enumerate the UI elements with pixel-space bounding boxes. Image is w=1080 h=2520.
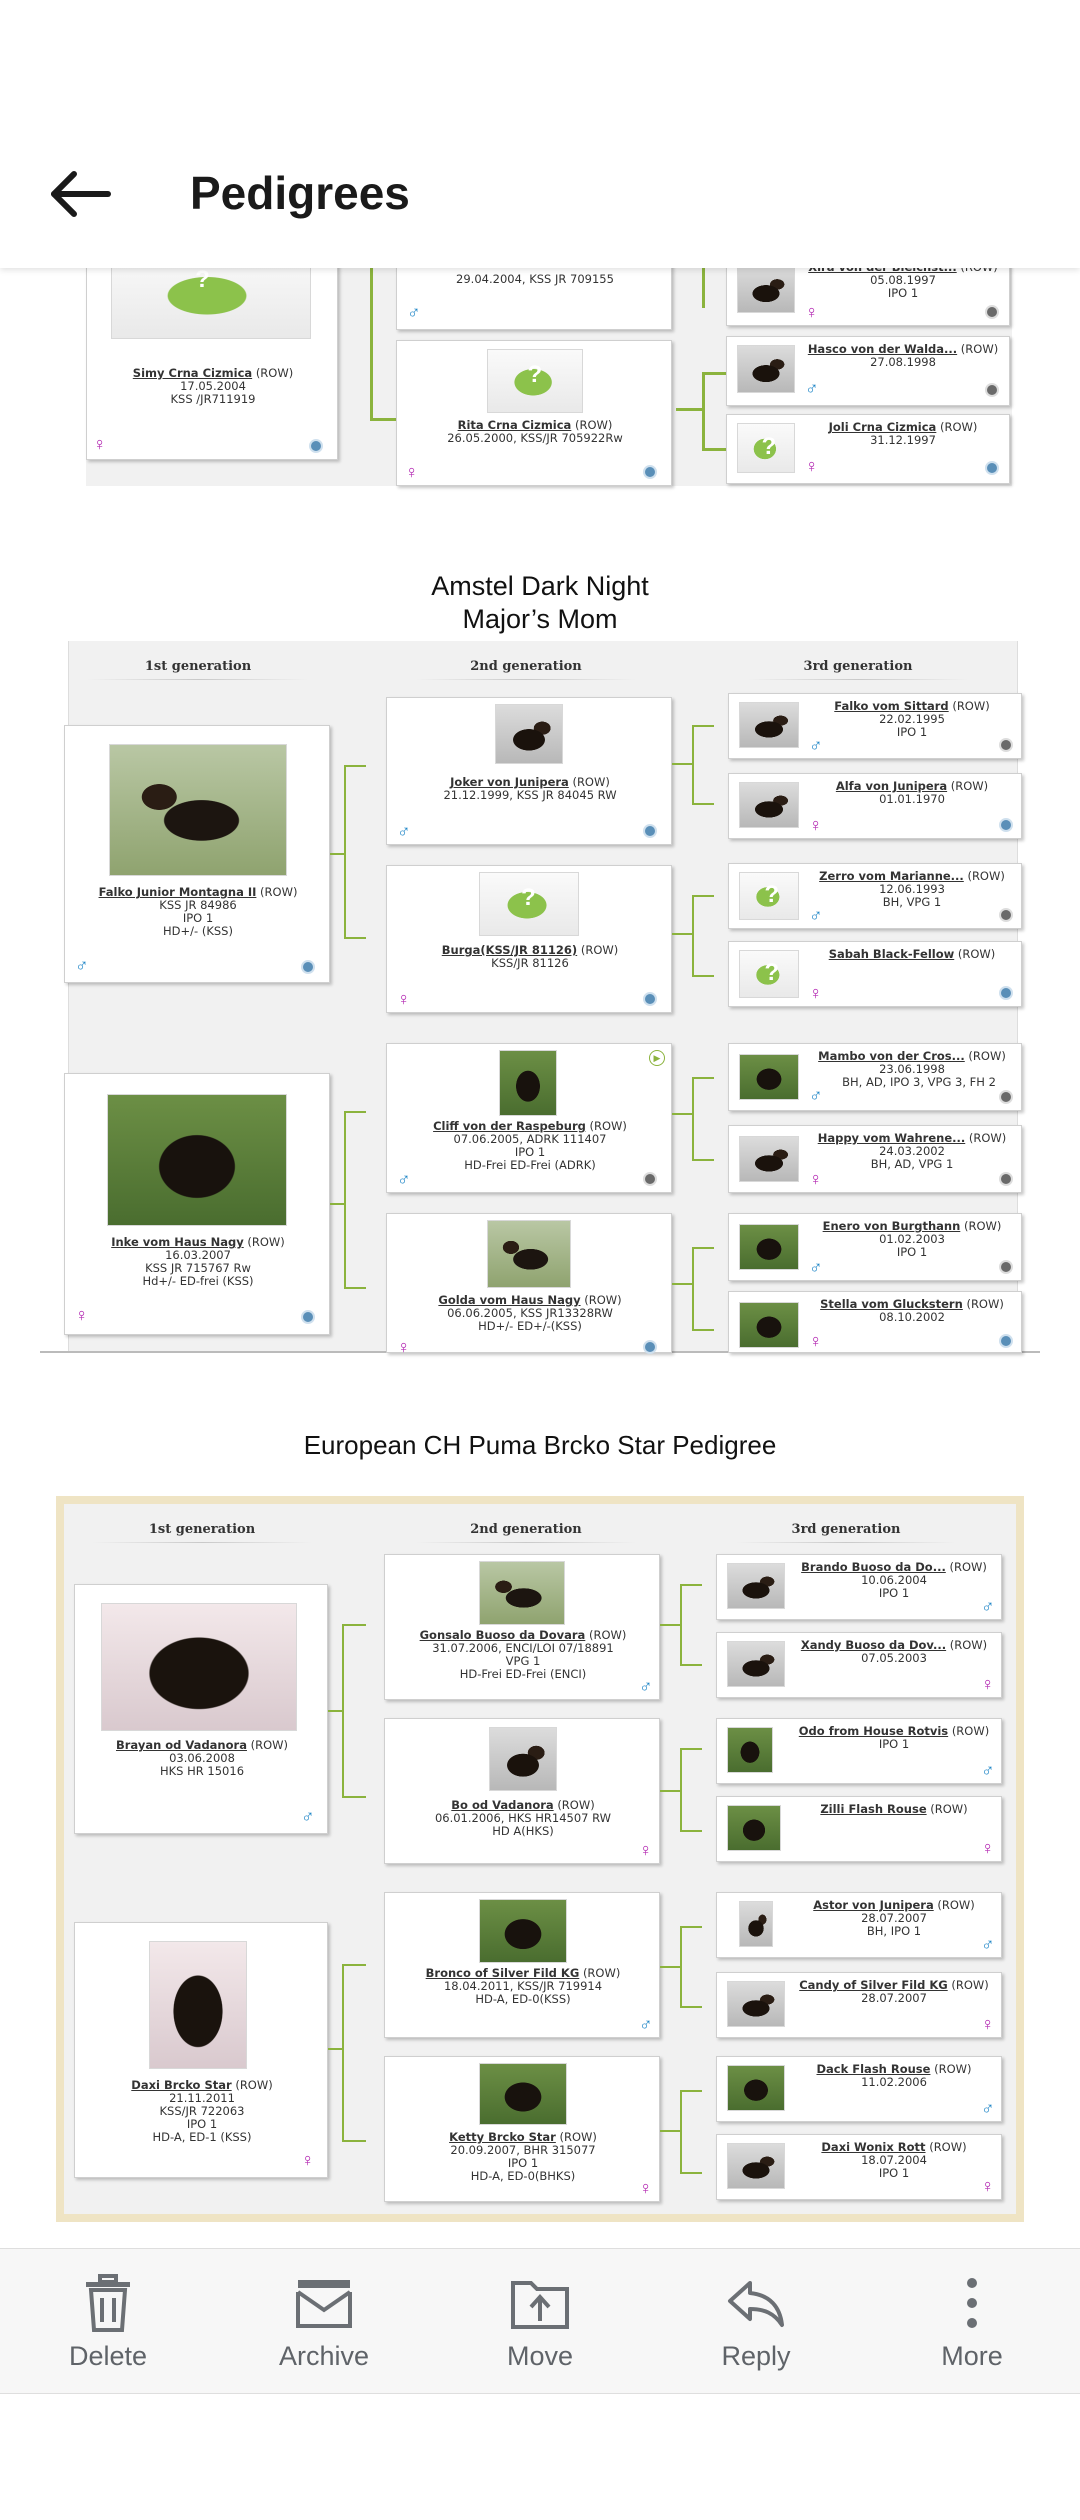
- male-icon: ♂: [809, 1257, 823, 1277]
- male-icon: ♂: [809, 905, 823, 925]
- female-icon: ♀: [93, 434, 107, 454]
- email-body[interactable]: [0, 268, 1080, 2248]
- dog-photo: [479, 1561, 565, 1625]
- male-icon: ♂: [981, 1760, 995, 1780]
- dog-name[interactable]: Astor von Junipera: [813, 1898, 934, 1912]
- registry-icon: [999, 1260, 1013, 1274]
- dog-name[interactable]: Happy vom Wahrene...: [817, 1131, 966, 1145]
- dog-name[interactable]: Falko vom Sittard: [834, 699, 949, 713]
- registry-icon: [301, 1310, 315, 1324]
- pedigree-card: ? Zerro vom Marianne... (ROW) 12.06.1993 BH, VPG 1 ♂: [728, 863, 1022, 929]
- section-title-amstel: Amstel Dark Night Major’s Mom: [431, 571, 649, 634]
- dog-photo: [727, 2143, 785, 2189]
- male-icon: ♂: [397, 1169, 411, 1189]
- page-title: Pedigrees: [190, 167, 410, 219]
- dog-name[interactable]: Xandy Buoso da Dov...: [800, 1638, 947, 1652]
- registry-icon: [999, 908, 1013, 922]
- delete-button[interactable]: Delete: [0, 2249, 216, 2395]
- move-button[interactable]: Move: [432, 2249, 648, 2395]
- dog-photo: [487, 1220, 571, 1288]
- male-icon: ♂: [809, 735, 823, 755]
- dog-name[interactable]: Joker von Junipera: [450, 775, 569, 789]
- male-icon: ♂: [981, 2098, 995, 2118]
- pedigree-card: Alfa von Junipera (ROW) 01.01.1970 ♀: [728, 773, 1022, 839]
- female-icon: ♀: [639, 1840, 653, 1860]
- female-icon: ♀: [805, 456, 819, 476]
- pedigree-card: Ketty Brcko Star (ROW) 20.09.2007, BHR 315077 IPO 1 HD-A, ED-0(BHKS) ♀: [384, 2056, 660, 2202]
- dog-photo: [479, 1899, 567, 1963]
- dog-name[interactable]: Rita Crna Cizmica: [457, 418, 572, 432]
- pedigree-card: Happy vom Wahrene... (ROW) 24.03.2002 BH, AD, VPG 1 ♀: [728, 1125, 1022, 1193]
- dog-photo: [109, 744, 287, 876]
- dog-name[interactable]: Sabah Black-Fellow: [828, 947, 955, 961]
- pedigree-card: ? Simy Crna Cizmica (ROW) 17.05.2004 KSS /JR711919 ♀: [86, 238, 338, 460]
- registry-icon: [999, 1334, 1013, 1348]
- male-icon: ♂: [981, 1596, 995, 1616]
- dog-name[interactable]: Mambo von der Cros...: [818, 1049, 965, 1063]
- dog-name[interactable]: Bronco of Silver Fild KG: [425, 1966, 580, 1980]
- female-icon: ♀: [809, 815, 823, 835]
- dog-name[interactable]: Burga(KSS/JR 81126): [441, 943, 578, 957]
- dog-name[interactable]: Bo od Vadanora: [451, 1798, 554, 1812]
- dog-name[interactable]: Stella vom Gluckstern: [820, 1297, 963, 1311]
- dog-name[interactable]: Brando Buoso da Do...: [801, 1560, 946, 1574]
- male-icon: ♂: [75, 955, 89, 975]
- dog-photo: [737, 265, 795, 313]
- registry-icon: [999, 738, 1013, 752]
- pedigree-card: Falko vom Sittard (ROW) 22.02.1995 IPO 1 ♂: [728, 693, 1022, 759]
- bottom-action-bar: [0, 2248, 1080, 2394]
- female-icon: ♀: [809, 1169, 823, 1189]
- female-icon: ♀: [397, 989, 411, 1009]
- registry-icon: [985, 383, 999, 397]
- dog-photo: [727, 1727, 773, 1773]
- dog-photo: [739, 1054, 799, 1100]
- reply-icon: [726, 2279, 786, 2327]
- pedigree-card: Falko Junior Montagna II (ROW) KSS JR 84986 IPO 1 HD+/- (KSS) ♂: [64, 725, 330, 983]
- male-icon: ♂: [809, 1085, 823, 1105]
- dog-name[interactable]: Alfa von Junipera: [835, 779, 948, 793]
- dog-name[interactable]: Ketty Brcko Star: [449, 2130, 556, 2144]
- play-icon[interactable]: ▶: [649, 1050, 665, 1066]
- dog-photo: [727, 1641, 785, 1687]
- pedigree-card: ? Sabah Black-Fellow (ROW) ♀: [728, 941, 1022, 1007]
- dog-photo: [739, 1136, 799, 1182]
- pedigree-image-puma: 1st generation 2nd generation 3rd generation Brayan od Vadanora (ROW) 03.06.2008 HKS HR 15016 ♂ Daxi Brcko Star (ROW) 21.11.2011 KSS/JR 722063 IPO 1 HD-A, ED-1 (KSS) ♀ Gonsalo Buoso da Dovara (ROW) 31.07.2006, ENCI/LOI 07/18891 VPG 1 HD-Frei ED-Frei (ENCI) ♂ Bo od Vadanora (ROW) 06.01.2006, HKS HR14507 RW HD A(HKS) ♀ Bronco of Silver Fild KG (ROW) 18.04.2011, KSS/JR 719914 HD-A, ED-0(KSS) ♂ Ketty Brcko Star (ROW) 20.09.2007, BHR 315077 IPO 1 HD-A, ED-0(BHKS) ♀ Brando Buoso da Do... (ROW) 10.06.2004 IPO 1 ♂ Xandy Buoso da Dov... (ROW) 07.05.2003 ♀ Odo from House Rotvis (ROW) IPO 1 ♂ Zilli Flash Rouse (ROW) ♀ Astor von Junipera (ROW) 28.07.2007 BH, IPO 1 ♂ Candy of Silver Fild KG (ROW) 28.07.2007 ♀ Dack Flash Rouse (ROW) 11.02.2006 ♂ Daxi Wonix Rott (ROW) 18.07.2004 IPO 1 ♀: [56, 1496, 1024, 2222]
- section-title-puma: European CH Puma Brcko Star Pedigree: [303, 1430, 777, 1460]
- female-icon: ♀: [809, 983, 823, 1003]
- dog-name[interactable]: Cliff von der Raspeburg: [433, 1119, 586, 1133]
- dog-photo-placeholder: [737, 423, 795, 473]
- pedigree-card: Astor von Junipera (ROW) 28.07.2007 BH, IPO 1 ♂: [716, 1892, 1002, 1958]
- dog-photo: [727, 1805, 781, 1851]
- dog-photo-placeholder: [739, 950, 799, 998]
- more-button[interactable]: More: [864, 2249, 1080, 2395]
- pedigree-card: Cliff von der Raspeburg (ROW) 07.06.2005, ADRK 111407 IPO 1 HD-Frei ED-Frei (ADRK) ♂ ▶: [386, 1043, 672, 1193]
- pedigree-card: ? Burga(KSS/JR 81126) (ROW) KSS/JR 81126 ♀: [386, 865, 672, 1013]
- dog-photo: [495, 704, 563, 764]
- pedigree-card: Odo from House Rotvis (ROW) IPO 1 ♂: [716, 1718, 1002, 1784]
- female-icon: ♀: [301, 2150, 315, 2170]
- trash-icon: [82, 2274, 134, 2332]
- dog-photo: [149, 1941, 247, 2069]
- pedigree-card: Enero von Burgthann (ROW) 01.02.2003 IPO 1 ♂: [728, 1213, 1022, 1281]
- dog-name[interactable]: Enero von Burgthann: [822, 1219, 961, 1233]
- pedigree-card: Bronco of Silver Fild KG (ROW) 18.04.2011, KSS/JR 719914 HD-A, ED-0(KSS) ♂: [384, 1892, 660, 2038]
- registry-icon: [999, 1090, 1013, 1104]
- more-vertical-icon: [964, 2275, 980, 2331]
- pedigree-card: Mambo von der Cros... (ROW) 23.06.1998 BH, AD, IPO 3, VPG 3, FH 2 ♂: [728, 1043, 1022, 1111]
- registry-icon: [309, 439, 323, 453]
- pedigree-card: Inke vom Haus Nagy (ROW) 16.03.2007 KSS JR 715767 Rw Hd+/- ED-frei (KSS) ♀: [64, 1073, 330, 1335]
- pedigree-card: 29.04.2004, KSS JR 709155 ♂: [396, 238, 672, 330]
- dog-name[interactable]: Odo from House Rotvis: [798, 1724, 949, 1738]
- arrow-left-icon: [48, 170, 112, 218]
- dog-name[interactable]: Zilli Flash Rouse: [820, 1802, 927, 1816]
- back-button[interactable]: [40, 158, 120, 230]
- registry-icon: [643, 824, 657, 838]
- pedigree-card: Stella vom Gluckstern (ROW) 08.10.2002 ♀: [728, 1291, 1022, 1353]
- registry-icon: [643, 1172, 657, 1186]
- dog-name[interactable]: Daxi Wonix Rott: [821, 2140, 926, 2154]
- dog-name[interactable]: Zerro vom Marianne...: [819, 869, 964, 883]
- dog-photo: [499, 1050, 557, 1116]
- dog-photo: [107, 1094, 287, 1226]
- female-icon: ♀: [405, 462, 419, 482]
- dog-photo: [727, 2065, 785, 2111]
- female-icon: ♀: [639, 2178, 653, 2198]
- registry-icon: [985, 461, 999, 475]
- dog-name[interactable]: Inke vom Haus Nagy: [111, 1235, 244, 1249]
- registry-icon: [301, 960, 315, 974]
- male-icon: ♂: [981, 1934, 995, 1954]
- pedigree-card: Zilli Flash Rouse (ROW) ♀: [716, 1796, 1002, 1862]
- pedigree-image-top: [86, 268, 1012, 486]
- pedigree-card: ? Joli Crna Cizmica (ROW) 31.12.1997 ♀: [726, 414, 1010, 484]
- dog-photo: [479, 2063, 567, 2125]
- pedigree-card: Daxi Brcko Star (ROW) 21.11.2011 KSS/JR 722063 IPO 1 HD-A, ED-1 (KSS) ♀: [74, 1922, 328, 2178]
- registry-icon: [999, 1172, 1013, 1186]
- male-icon: ♂: [301, 1806, 315, 1826]
- dog-name[interactable]: Candy of Silver Fild KG: [799, 1978, 948, 1992]
- pedigree-card: Brayan od Vadanora (ROW) 03.06.2008 HKS HR 15016 ♂: [74, 1584, 328, 1834]
- female-icon: ♀: [75, 1305, 89, 1325]
- move-to-folder-icon: [509, 2275, 571, 2331]
- dog-photo-placeholder: [479, 872, 579, 936]
- male-icon: ♂: [639, 2014, 653, 2034]
- pedigree-card: Joker von Junipera (ROW) 21.12.1999, KSS JR 84045 RW ♂: [386, 697, 672, 845]
- female-icon: ♀: [809, 1331, 823, 1351]
- dog-name[interactable]: Joli Crna Cizmica: [828, 420, 937, 434]
- archive-button[interactable]: Archive: [216, 2249, 432, 2395]
- dog-photo: [739, 1302, 799, 1348]
- dog-photo: [739, 1224, 799, 1270]
- pedigree-card: 05.08.1997 IPO 1 ♀: [726, 254, 1010, 326]
- dog-photo: [489, 1727, 557, 1791]
- pedigree-card: Dack Flash Rouse (ROW) 11.02.2006 ♂: [716, 2056, 1002, 2122]
- dog-name[interactable]: Golda vom Haus Nagy: [438, 1293, 581, 1307]
- dog-photo: [739, 702, 799, 748]
- pedigree-card: Xandy Buoso da Dov... (ROW) 07.05.2003 ♀: [716, 1632, 1002, 1698]
- registry-icon: [643, 992, 657, 1006]
- dog-photo-placeholder: [487, 349, 583, 413]
- pedigree-card: Brando Buoso da Do... (ROW) 10.06.2004 IPO 1 ♂: [716, 1554, 1002, 1620]
- dog-name[interactable]: Daxi Brcko Star: [131, 2078, 232, 2092]
- registry-icon: [643, 465, 657, 479]
- registry-icon: [999, 986, 1013, 1000]
- pedigree-card: Daxi Wonix Rott (ROW) 18.07.2004 IPO 1 ♀: [716, 2134, 1002, 2200]
- reply-button[interactable]: Reply: [648, 2249, 864, 2395]
- dog-photo-placeholder: [739, 872, 799, 920]
- dog-name[interactable]: Simy Crna Cizmica: [132, 366, 253, 380]
- registry-icon: [643, 1340, 657, 1354]
- dog-name[interactable]: Brayan od Vadanora: [115, 1738, 247, 1752]
- registry-icon: [999, 818, 1013, 832]
- dog-photo: [739, 1901, 773, 1947]
- pedigree-card: Gonsalo Buoso da Dovara (ROW) 31.07.2006, ENCI/LOI 07/18891 VPG 1 HD-Frei ED-Frei (ENCI) ♂: [384, 1554, 660, 1700]
- male-icon: ♂: [805, 378, 819, 398]
- pedigree-card: Bo od Vadanora (ROW) 06.01.2006, HKS HR14507 RW HD A(HKS) ♀: [384, 1718, 660, 1864]
- pedigree-image-amstel: 1st generation 2nd generation 3rd generation Falko Junior Montagna II (ROW) KSS JR 84986 IPO 1 HD+/- (KSS) ♂ Inke vom Haus Nagy (ROW) 16.03.2007 KSS JR 715767 Rw Hd+/- ED-frei (KSS) ♀ Joker von Junipera (ROW) 21.12.1999, KSS JR 84045 RW ♂ ? Burga(KSS/JR 81126) (ROW) KSS/JR 81126 ♀ Cliff von der Raspeburg (ROW) 07.06.2005, ADRK 111407 IPO 1 HD-Frei ED-Frei (ADRK) ♂ ▶ Golda vom Haus Nagy (ROW) 06.06.2005, KSS JR13328RW HD+/- ED+/-(KSS) ♀ Falko vom Sittard (ROW) 22.02.1995 IPO 1 ♂ Alfa von Junipera (ROW) 01.01.1970 ♀ ? Zerro vom Marianne... (ROW) 12.06.1993 BH, VPG 1 ♂ ? Sabah Black-Fellow (ROW) ♀ Mambo von der Cros... (ROW) 23.06.1998 BH, AD, IPO 3, VPG 3, FH 2 ♂ Happy vom Wahrene... (ROW) 24.03.2002 BH, AD, VPG 1 ♀ Enero von Burgthann (ROW) 01.02.2003 IPO 1 ♂ Stella vom Gluckstern (ROW) 08.10.2002 ♀: [40, 641, 1040, 1353]
- dog-photo: [101, 1603, 297, 1731]
- dog-photo: [737, 345, 795, 393]
- male-icon: ♂: [397, 821, 411, 841]
- registry-icon: [985, 305, 999, 319]
- female-icon: ♀: [981, 2176, 995, 2196]
- archive-icon: [294, 2278, 354, 2328]
- dog-photo: [727, 1563, 785, 1609]
- dog-photo: [739, 782, 799, 828]
- female-icon: ♀: [397, 1337, 411, 1357]
- pedigree-card: Hasco von der Walda... (ROW) 27.08.1998 ♂: [726, 336, 1010, 406]
- pedigree-card: Candy of Silver Fild KG (ROW) 28.07.2007 ♀: [716, 1972, 1002, 2038]
- female-icon: ♀: [981, 1674, 995, 1694]
- female-icon: ♀: [981, 2014, 995, 2034]
- dog-name[interactable]: Falko Junior Montagna II: [98, 885, 257, 899]
- male-icon: ♂: [407, 302, 421, 322]
- female-icon: ♀: [805, 302, 819, 322]
- pedigree-card: ? Rita Crna Cizmica (ROW) 26.05.2000, KSS/JR 705922Rw ♀: [396, 340, 672, 486]
- dog-photo: [727, 1981, 785, 2027]
- dog-name[interactable]: Gonsalo Buoso da Dovara: [419, 1628, 586, 1642]
- pedigree-card: Golda vom Haus Nagy (ROW) 06.06.2005, KSS JR13328RW HD+/- ED+/-(KSS) ♀: [386, 1213, 672, 1353]
- female-icon: ♀: [981, 1838, 995, 1858]
- app-bar: [0, 0, 1080, 268]
- male-icon: ♂: [639, 1676, 653, 1696]
- dog-name[interactable]: Dack Flash Rouse: [816, 2062, 931, 2076]
- dog-name[interactable]: Hasco von der Walda...: [807, 342, 958, 356]
